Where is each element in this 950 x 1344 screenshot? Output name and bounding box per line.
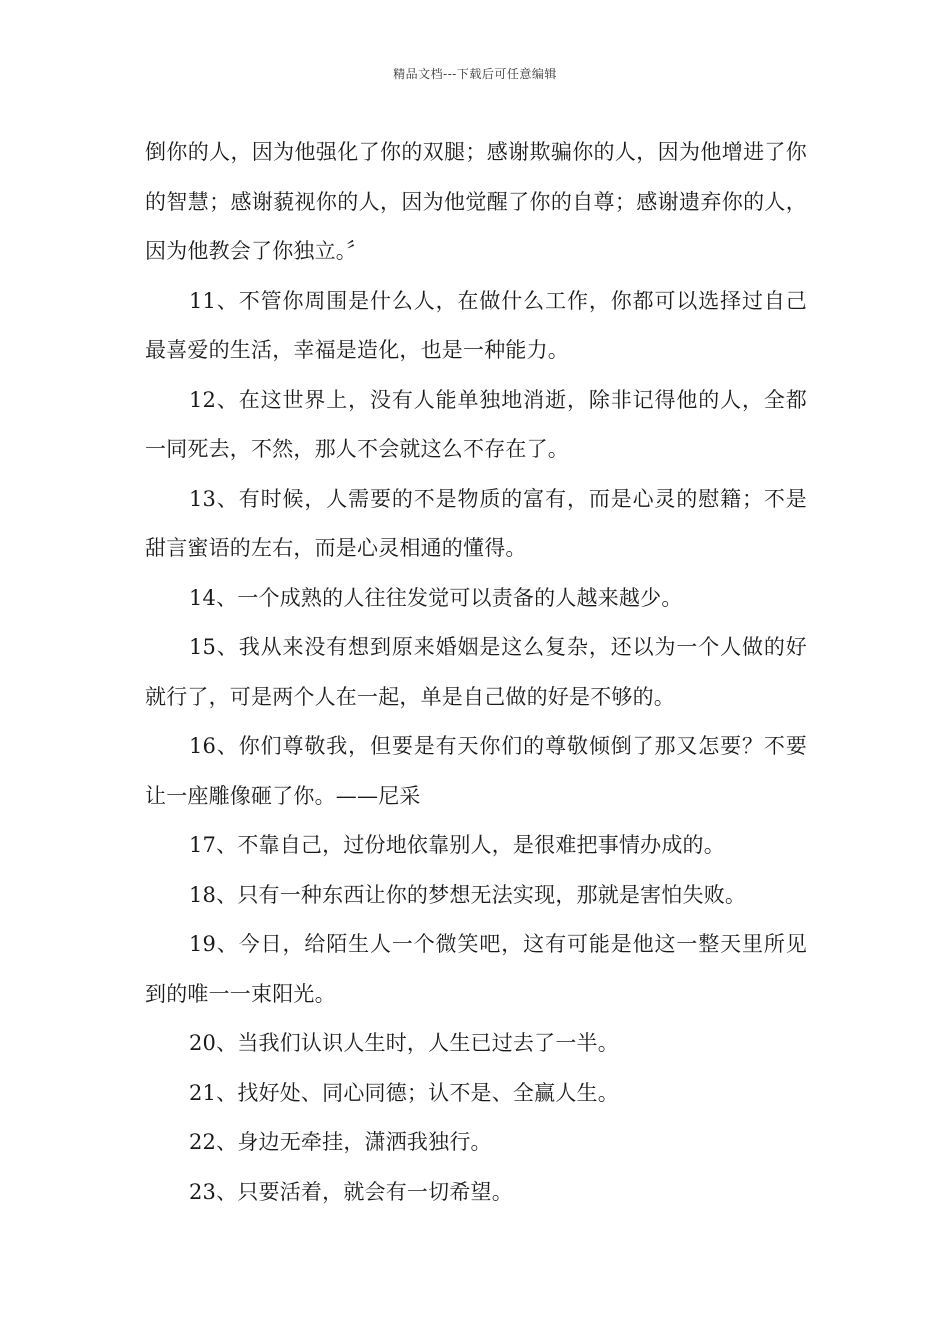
paragraph-item-21: 21、找好处、同心同德；认不是、全赢人生。: [189, 1080, 619, 1105]
paragraph-item-14: 14、一个成熟的人往往发觉可以责备的人越来越少。: [189, 585, 683, 610]
paragraph-item-15: 15、我从来没有想到原来婚姻是这么复杂，还以为一个人做的好就行了，可是两个人在一起，单是自己做的好是不够的。: [145, 635, 807, 709]
paragraph-item-19: 19、今日，给陌生人一个微笑吧，这有可能是他这一整天里所见到的唯一一束阳光。: [145, 932, 807, 1006]
paragraph-item-22: 22、身边无牵挂，潇洒我独行。: [189, 1130, 492, 1154]
paragraph-item-23: 23、只要活着，就会有一切希望。: [189, 1179, 513, 1204]
paragraph-item-11: 11、不管你周围是什么人，在做什么工作，你都可以选择过自己最喜爱的生活，幸福是造化，也是一种能力。: [145, 288, 807, 362]
page-header: 精品文档---下载后可任意编辑: [393, 67, 557, 81]
paragraph-continuation: 倒你的人，因为他强化了你的双腿；感谢欺骗你的人，因为他增进了你的智慧；感谢藐视你的人，因为他觉醒了你的自尊；感谢遗弃你的人，因为他教会了你独立。〞: [145, 140, 807, 263]
paragraph-item-13: 13、有时候，人需要的不是物质的富有，而是心灵的慰籍；不是甜言蜜语的左右，而是心灵相通的懂得。: [145, 486, 807, 560]
paragraph-item-20: 20、当我们认识人生时，人生已过去了一半。: [189, 1031, 619, 1055]
paragraph-item-12: 12、在这世界上，没有人能单独地消逝，除非记得他的人，全都一同死去，不然，那人不会就这么不存在了。: [145, 387, 807, 461]
paragraph-item-17: 17、不靠自己，过份地依靠别人，是很难把事情办成的。: [189, 833, 725, 857]
paragraph-item-16: 16、你们尊敬我，但要是有天你们的尊敬倾倒了那又怎要？不要让一座雕像砸了你。——尼采: [145, 734, 807, 808]
paragraph-item-18: 18、只有一种东西让你的梦想无法实现，那就是害怕失败。: [189, 882, 747, 907]
document-body: [145, 128, 807, 1217]
